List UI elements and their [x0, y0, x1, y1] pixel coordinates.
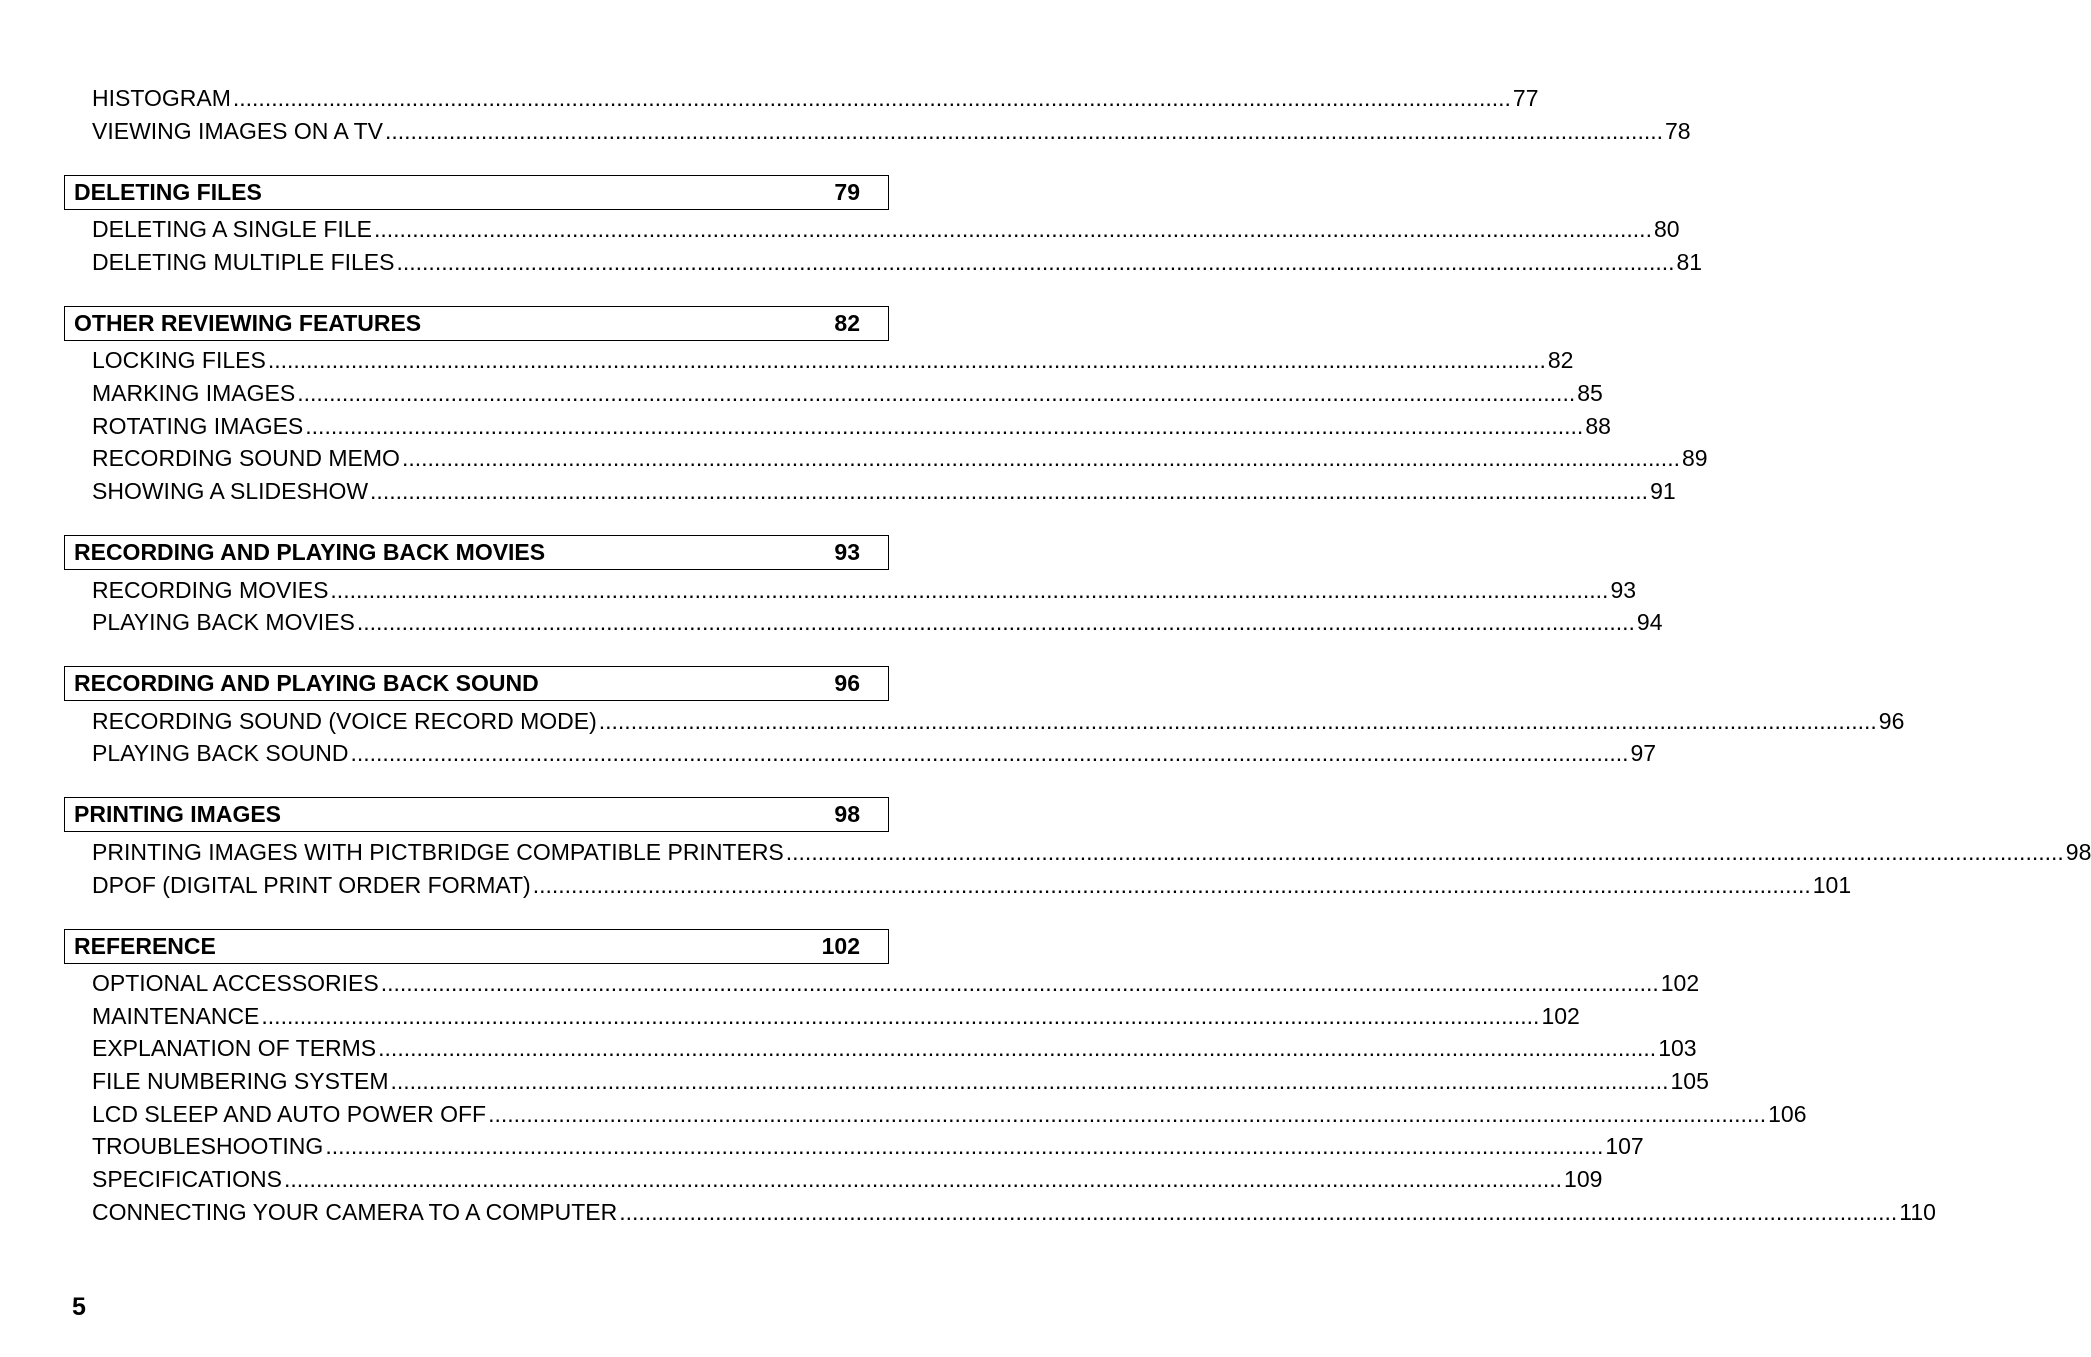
- toc-entry-deleting-single-file[interactable]: [92, 213, 1680, 245]
- toc-entry-page: 96: [1878, 708, 1905, 734]
- toc-entry-maintenance[interactable]: [92, 1000, 1580, 1032]
- toc-entry-pictbridge[interactable]: [92, 836, 2091, 868]
- dot-leader: ........................................................................................................................................................................................................: [261, 1003, 1540, 1029]
- toc-section-movies[interactable]: [64, 535, 889, 570]
- dot-leader: ........................................................................................................................................................................................................: [390, 1068, 1669, 1094]
- toc-entry-page: 101: [1812, 872, 1852, 898]
- toc-entry-page: 94: [1636, 609, 1663, 635]
- toc-entry-dpof[interactable]: [92, 869, 1852, 901]
- toc-entry-label: VIEWING IMAGES ON A TV: [92, 118, 383, 144]
- toc-section-label: RECORDING AND PLAYING BACK SOUND: [74, 670, 539, 696]
- toc-entry-page: 107: [1605, 1133, 1644, 1159]
- toc-entry-troubleshooting[interactable]: [92, 1130, 1644, 1162]
- dot-leader: ........................................................................................................................................................................................................: [619, 1199, 1898, 1225]
- toc-entry-label: SPECIFICATIONS: [92, 1166, 282, 1192]
- toc-entry-label: RECORDING SOUND (VOICE RECORD MODE): [92, 708, 597, 734]
- toc-entry-label: DELETING MULTIPLE FILES: [92, 249, 395, 275]
- toc-entry-page: 109: [1564, 1166, 1603, 1192]
- toc-entry-label: LOCKING FILES: [92, 347, 266, 373]
- dot-leader: ........................................................................................................................................................................................................: [488, 1101, 1767, 1127]
- dot-leader: ........................................................................................................................................................................................................: [325, 1133, 1604, 1159]
- dot-leader: ........................................................................................................................................................................................................: [785, 839, 2064, 865]
- toc-entry-recording-sound-memo[interactable]: [92, 442, 1708, 474]
- toc-entry-page: 89: [1681, 445, 1708, 471]
- toc-entry-viewing-images-on-tv[interactable]: [92, 115, 1691, 147]
- dot-leader: ........................................................................................................................................................................................................: [350, 740, 1629, 766]
- toc-section-label: RECORDING AND PLAYING BACK MOVIES: [74, 539, 546, 565]
- toc-section-page: 96: [834, 670, 860, 696]
- dot-leader: ........................................................................................................................................................................................................: [356, 609, 1635, 635]
- dot-leader: ........................................................................................................................................................................................................: [380, 970, 1659, 996]
- dot-leader: ........................................................................................................................................................................................................: [598, 708, 1877, 734]
- toc-entry-deleting-multiple-files[interactable]: [92, 246, 1703, 278]
- toc-entry-recording-sound-voice[interactable]: [92, 705, 1905, 737]
- toc-entry-page: 85: [1577, 380, 1603, 406]
- toc-section-label: OTHER REVIEWING FEATURES: [74, 310, 422, 336]
- dot-leader: ........................................................................................................................................................................................................: [305, 413, 1584, 439]
- toc-entry-file-numbering-system[interactable]: [92, 1065, 1709, 1097]
- toc-entry-connecting-camera[interactable]: [92, 1196, 1936, 1228]
- toc-entry-label: CONNECTING YOUR CAMERA TO A COMPUTER: [92, 1199, 618, 1225]
- toc-section-reference[interactable]: [64, 929, 889, 964]
- toc-entry-playing-back-sound[interactable]: [92, 737, 1657, 769]
- toc-entry-label: PRINTING IMAGES WITH PICTBRIDGE COMPATIBLE PRINTERS: [92, 839, 784, 865]
- toc-entry-label: SHOWING A SLIDESHOW: [92, 478, 369, 504]
- toc-entry-specifications[interactable]: [92, 1163, 1603, 1195]
- dot-leader: ........................................................................................................................................................................................................: [378, 1035, 1657, 1061]
- dot-leader: ........................................................................................................................................................................................................: [384, 118, 1664, 144]
- toc-entry-label: HISTOGRAM: [92, 85, 231, 111]
- toc-entry-page: 81: [1676, 249, 1703, 275]
- toc-entry-label: MARKING IMAGES: [92, 380, 296, 406]
- toc-section-page: 102: [821, 933, 860, 959]
- toc-entry-label: OPTIONAL ACCESSORIES: [92, 970, 379, 996]
- dot-leader: ........................................................................................................................................................................................................: [267, 347, 1546, 373]
- toc-entry-page: 105: [1670, 1068, 1709, 1094]
- toc-entry-page: 98: [2065, 839, 2091, 865]
- toc-entry-showing-slideshow[interactable]: [92, 475, 1676, 507]
- toc-entry-page: 110: [1899, 1199, 1936, 1225]
- toc-entry-playing-back-movies[interactable]: [92, 606, 1663, 638]
- toc-section-label: REFERENCE: [74, 933, 216, 959]
- dot-leader: ........................................................................................................................................................................................................: [373, 216, 1652, 242]
- toc-section-page: 82: [834, 310, 860, 336]
- dot-leader: ........................................................................................................................................................................................................: [396, 249, 1675, 275]
- toc-section-page: 79: [834, 179, 860, 205]
- toc-entry-histogram[interactable]: [92, 82, 1539, 114]
- dot-leader: ........................................................................................................................................................................................................: [330, 577, 1609, 603]
- toc-entry-page: 106: [1768, 1101, 1807, 1127]
- toc-entry-label: PLAYING BACK SOUND: [92, 740, 349, 766]
- toc-entry-label: RECORDING SOUND MEMO: [92, 445, 400, 471]
- toc-entry-page: 88: [1585, 413, 1611, 439]
- dot-leader: ........................................................................................................................................................................................................: [284, 1166, 1563, 1192]
- toc-entry-page: 93: [1610, 577, 1637, 603]
- dot-leader: ........................................................................................................................................................................................................: [401, 445, 1680, 471]
- toc-entry-marking-images[interactable]: [92, 377, 1603, 409]
- toc-entry-label: ROTATING IMAGES: [92, 413, 304, 439]
- toc-section-deleting-files[interactable]: [64, 175, 889, 210]
- dot-leader: ........................................................................................................................................................................................................: [232, 85, 1511, 111]
- toc-entry-page: 82: [1547, 347, 1574, 373]
- toc-entry-label: EXPLANATION OF TERMS: [92, 1035, 377, 1061]
- toc-entry-label: PLAYING BACK MOVIES: [92, 609, 355, 635]
- toc-entry-optional-accessories[interactable]: [92, 967, 1700, 999]
- toc-section-printing-images[interactable]: [64, 797, 889, 832]
- toc-section-page: 93: [834, 539, 860, 565]
- toc-entry-label: RECORDING MOVIES: [92, 577, 329, 603]
- toc-entry-page: 103: [1658, 1035, 1697, 1061]
- toc-section-label: DELETING FILES: [74, 179, 262, 205]
- toc-section-sound[interactable]: [64, 666, 889, 701]
- toc-entry-label: FILE NUMBERING SYSTEM: [92, 1068, 389, 1094]
- toc-entry-label: TROUBLESHOOTING: [92, 1133, 324, 1159]
- toc-entry-rotating-images[interactable]: [92, 410, 1611, 442]
- toc-entry-label: DELETING A SINGLE FILE: [92, 216, 372, 242]
- toc-entry-label: DPOF (DIGITAL PRINT ORDER FORMAT): [92, 872, 531, 898]
- toc-section-page: 98: [834, 801, 860, 827]
- dot-leader: ........................................................................................................................................................................................................: [532, 872, 1811, 898]
- page-number: 5: [72, 1293, 86, 1321]
- toc-entry-label: MAINTENANCE: [92, 1003, 260, 1029]
- toc-entry-page: 80: [1653, 216, 1680, 242]
- toc-entry-page: 78: [1665, 118, 1691, 144]
- toc-entry-page: 102: [1541, 1003, 1580, 1029]
- toc-entry-page: 97: [1630, 740, 1657, 766]
- toc-entry-lcd-sleep[interactable]: [92, 1098, 1807, 1130]
- toc-entry-label: LCD SLEEP AND AUTO POWER OFF: [92, 1101, 487, 1127]
- toc-entry-explanation-of-terms[interactable]: [92, 1032, 1697, 1064]
- dot-leader: ........................................................................................................................................................................................................: [297, 380, 1576, 406]
- toc-entry-page: 102: [1660, 970, 1700, 996]
- toc-section-other-reviewing-features[interactable]: [64, 306, 889, 341]
- dot-leader: ........................................................................................................................................................................................................: [370, 478, 1649, 504]
- toc-entry-locking-files[interactable]: [92, 344, 1574, 376]
- toc-entry-page: 77: [1512, 85, 1539, 111]
- toc-section-label: PRINTING IMAGES: [74, 801, 282, 827]
- toc-entry-page: 91: [1650, 478, 1676, 504]
- toc-entry-recording-movies[interactable]: [92, 574, 1637, 606]
